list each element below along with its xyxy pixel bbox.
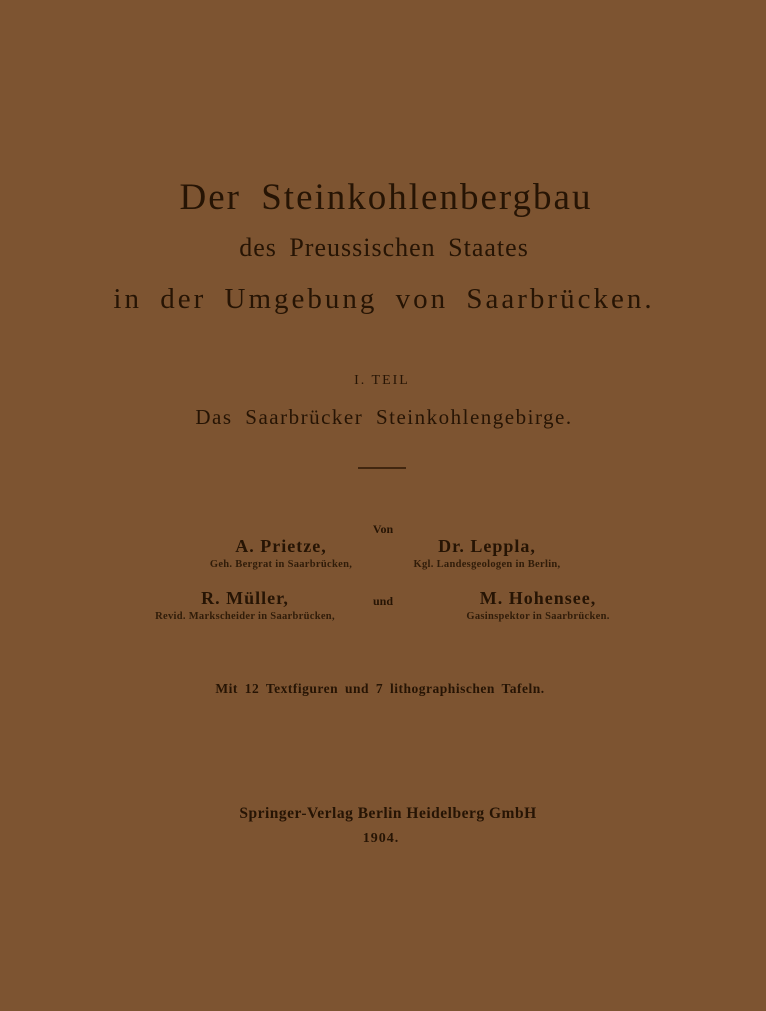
author-name: A. Prietze, — [235, 536, 327, 556]
author-role: Gasinspektor in Saarbrücken. — [466, 611, 610, 622]
divider-rule — [358, 467, 406, 469]
author-name: Dr. Leppla, — [438, 536, 536, 556]
author-name: M. Hohensee, — [479, 588, 597, 608]
author-block — [155, 588, 335, 622]
author-block — [210, 536, 352, 570]
book-title-line-1: Der Steinkohlenbergbau — [179, 177, 593, 218]
book-title-line-3: in der Umgebung von Saarbrücken. — [113, 283, 655, 315]
illustrations-note: Mit 12 Textfiguren und 7 lithographischen Tafeln. — [215, 681, 545, 696]
author-block — [414, 536, 561, 570]
author-role: Revid. Markscheider in Saarbrücken, — [155, 611, 335, 622]
part-number: I. TEIL — [354, 373, 410, 388]
publication-year: 1904. — [362, 831, 400, 846]
byline-preposition: Von — [372, 522, 394, 536]
author-name: R. Müller, — [201, 588, 289, 608]
part-subtitle: Das Saarbrücker Steinkohlengebirge. — [195, 405, 573, 429]
publisher-imprint: Springer-Verlag Berlin Heidelberg GmbH — [239, 805, 537, 822]
author-role: Geh. Bergrat in Saarbrücken, — [209, 559, 353, 570]
byline-conjunction: und — [372, 594, 394, 608]
book-title-line-2: des Preussischen Staates — [239, 233, 529, 262]
author-block — [466, 588, 609, 622]
author-role: Kgl. Landesgeologen in Berlin, — [413, 559, 561, 570]
